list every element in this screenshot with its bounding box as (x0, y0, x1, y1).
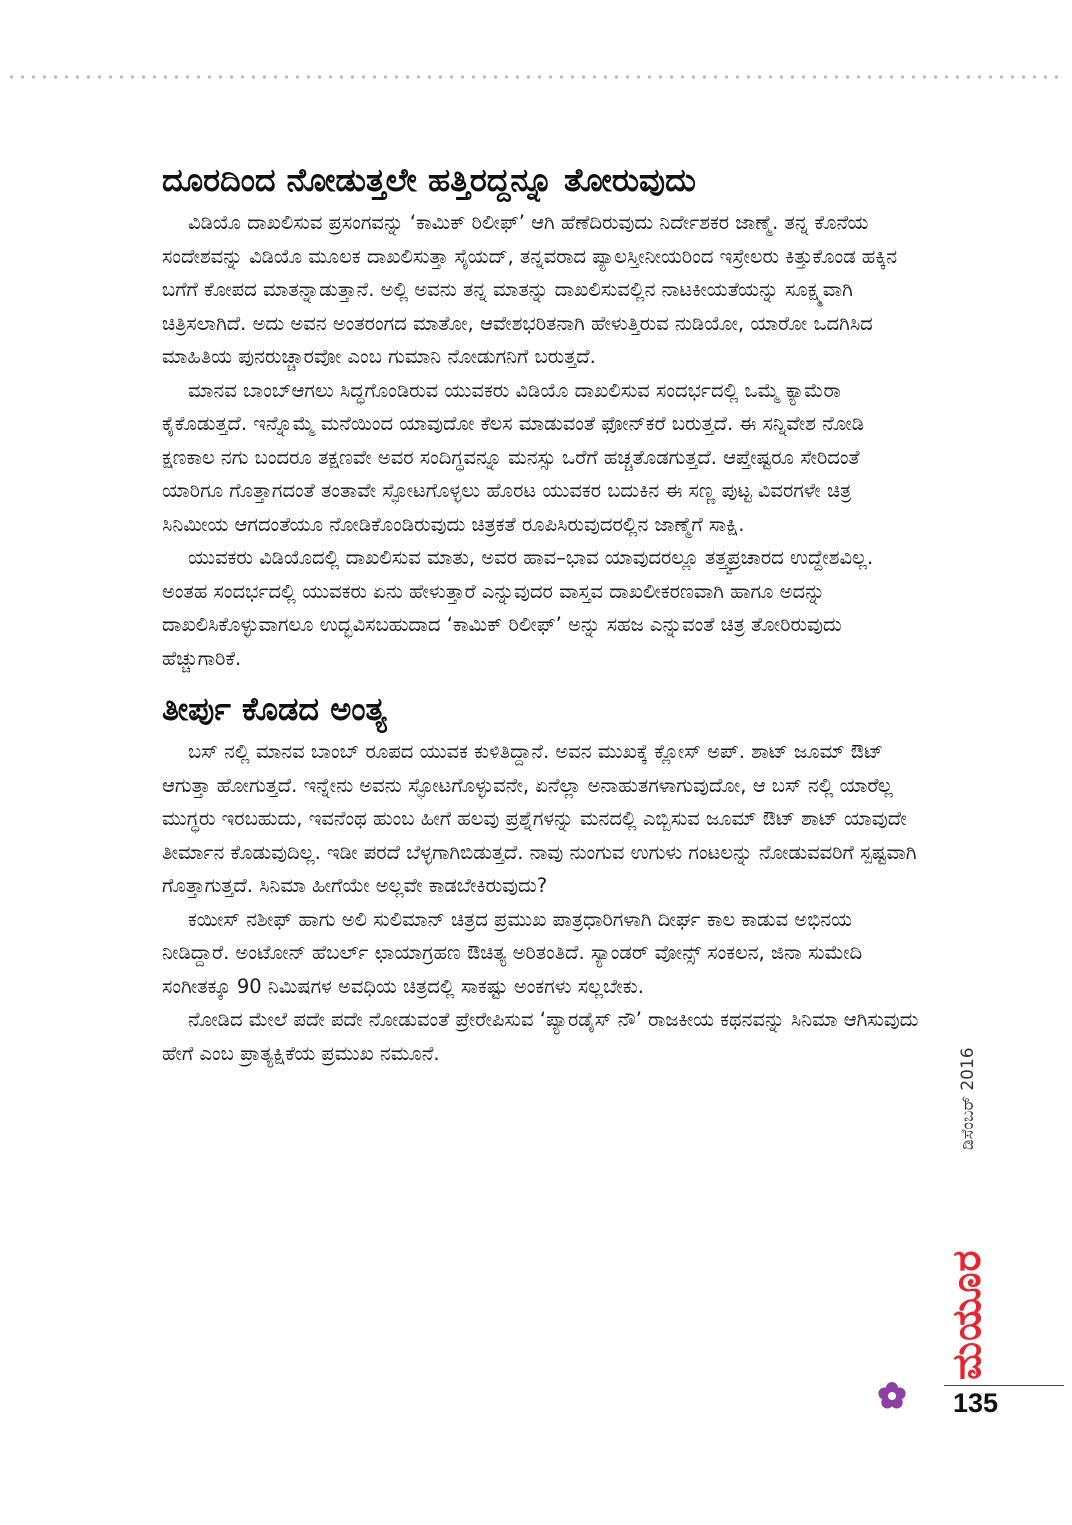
paragraph: ಯುವಕರು ವಿಡಿಯೊದಲ್ಲಿ ದಾಖಲಿಸುವ ಮಾತು, ಅವರ ಹಾವ–ಭಾವ ಯಾವುದರಲ್ಲೂ ತತ್ತ್ವಪ್ರಚಾರದ ಉದ್ದೇಶವಿಲ್ಲ. ಅಂತಹ ಸಂದರ್ಭದಲ್ಲಿ ಯುವಕರು ಏನು ಹೇಳುತ್ತಾರೆ ಎನ್ನುವುದರ ವಾಸ್ತವ ದಾಖಲೀಕರಣವಾಗಿ ಹಾಗೂ ಅದನ್ನು ದಾಖಲಿಸಿಕೊಳ್ಳುವಾಗಲೂ ಉದ್ಭವಿಸಬಹುದಾದ ‘ಕಾಮಿಕ್ ರಿಲೀಫ್’ ಅನ್ನು ಸಹಜ ಎನ್ನುವಂತೆ ಚಿತ್ರ ತೋರಿರುವುದು ಹೆಚ್ಚುಗಾರಿಕೆ. (162, 546, 874, 670)
footer-rule (944, 1385, 1064, 1386)
page-number: 135 (953, 1388, 999, 1418)
section-heading: ತೀರ್ಪು ಕೊಡದ ಅಂತ್ಯ (162, 690, 387, 728)
flower-icon (876, 1380, 908, 1412)
issue-date: ಡಿಸೆಂಬರ್ 2016 (958, 1047, 978, 1150)
paragraph: ವಿಡಿಯೊ ದಾಖಲಿಸುವ ಪ್ರಸಂಗವನ್ನು ‘ಕಾಮಿಕ್ ರಿಲೀಫ್’ ಆಗಿ ಹೆಣೆದಿರುವುದು ನಿರ್ದೇಶಕರ ಜಾಣ್ಮೆ. ತನ್ನ ಕೊನೆಯ ಸಂದೇಶವನ್ನು ವಿಡಿಯೊ ಮೂಲಕ ದಾಖಲಿಸುತ್ತಾ ಸೈಯದ್, ತನ್ನವರಾದ ಪ್ಯಾಲಸ್ತೀನೀಯರಿಂದ ಇಸ್ರೇಲರು ಕಿತ್ತುಕೊಂಡ ಹಕ್ಕಿನ ಬಗೆಗೆ ಕೋಪದ ಮಾತನ್ನಾಡುತ್ತಾನೆ. ಅಲ್ಲಿ ಅವನು ತನ್ನ ಮಾತನ್ನು ದಾಖಲಿಸುವಲ್ಲಿನ ನಾಟಕೀಯತೆಯನ್ನು ಸೂಕ್ಷ್ಮವಾಗಿ ಚಿತ್ರಿಸಲಾಗಿದೆ. ಅದು ಅವನ ಅಂತರಂಗದ ಮಾತೋ, ಆವೇಶಭರಿತನಾಗಿ ಹೇಳುತ್ತಿರುವ ನುಡಿಯೋ, ಯಾರೋ ಒದಗಿಸಿದ ಮಾಹಿತಿಯ ಪುನರುಚ್ಚಾರವೋ ಎಂಬ ಗುಮಾನಿ ನೋಡುಗನಿಗೆ ಬರುತ್ತದೆ. (162, 211, 898, 368)
magazine-logo: ಮಯೂರ (944, 1249, 990, 1380)
paragraph: ಮಾನವ ಬಾಂಬ್‌ಆಗಲು ಸಿದ್ಧಗೊಂಡಿರುವ ಯುವಕರು ವಿಡಿಯೊ ದಾಖಲಿಸುವ ಸಂದರ್ಭದಲ್ಲಿ ಒಮ್ಮೆ ಕ್ಯಾಮೆರಾ ಕೈಕೊಡುತ್ತದೆ. ಇನ್ನೊಮ್ಮೆ ಮನೆಯಿಂದ ಯಾವುದೋ ಕೆಲಸ ಮಾಡುವಂತೆ ಫೋನ್‌ಕರೆ ಬರುತ್ತದೆ. ಈ ಸನ್ನಿವೇಶ ನೋಡಿ ಕ್ಷಣಕಾಲ ನಗು ಬಂದರೂ ತಕ್ಷಣವೇ ಅವರ ಸಂದಿಗ್ಧವನ್ನೂ ಮನಸ್ಸು ಒರೆಗೆ ಹಚ್ಚತೊಡಗುತ್ತದೆ. ಆಪ್ತೇಷ್ಟರೂ ಸೇರಿದಂತೆ ಯಾರಿಗೂ ಗೊತ್ತಾಗದಂತೆ ತಂತಾವೇ ಸ್ಫೋಟಗೊಳ್ಳಲು ಹೊರಟ ಯುವಕರ ಬದುಕಿನ ಈ ಸಣ್ಣ ಪುಟ್ಟ ವಿವರಗಳೇ ಚಿತ್ರ ಸಿನಿಮೀಯ ಆಗದಂತೆಯೂ ನೋಡಿಕೊಂಡಿರುವುದು ಚಿತ್ರಕತೆ ರೂಪಿಸಿರುವುದರಲ್ಲಿನ ಜಾಣ್ಮೆಗೆ ಸಾಕ್ಷಿ. (162, 378, 865, 536)
top-dotted-rule (6, 74, 1066, 80)
paragraph: ನೋಡಿದ ಮೇಲೆ ಪದೇ ಪದೇ ನೋಡುವಂತೆ ಪ್ರೇರೇಪಿಸುವ ‘ಪ್ಯಾರಡೈಸ್ ನೌ’ ರಾಜಕೀಯ ಕಥನವನ್ನು ಸಿನಿಮಾ ಆಗಿಸುವುದು ಹೇಗೆ ಎಂಬ ಪ್ರಾತ್ಯಕ್ಷಿಕೆಯ ಪ್ರಮುಖ ನಮೂನೆ. (162, 1008, 919, 1065)
article-body (162, 158, 922, 1070)
paragraph: ಬಸ್ ನಲ್ಲಿ ಮಾನವ ಬಾಂಬ್ ರೂಪದ ಯುವಕ ಕುಳಿತಿದ್ದಾನೆ. ಅವನ ಮುಖಕ್ಕೆ ಕ್ಲೋಸ್ ಅಪ್. ಶಾಟ್ ಜೂಮ್ ಔಟ್ ಆಗುತ್ತಾ ಹೋಗುತ್ತದೆ. ಇನ್ನೇನು ಅವನು ಸ್ಫೋಟಗೊಳ್ಳುವನೇ, ಏನೆಲ್ಲಾ ಅನಾಹುತಗಳಾಗುವುದೋ, ಆ ಬಸ್ ನಲ್ಲಿ ಯಾರೆಲ್ಲ ಮುಗ್ಧರು ಇರಬಹುದು, ಇವನೆಂಥ ಹುಂಬ ಹೀಗೆ ಹಲವು ಪ್ರಶ್ನೆಗಳನ್ನು ಮನದಲ್ಲಿ ಎಬ್ಬಿಸುವ ಜೂಮ್ ಔಟ್ ಶಾಟ್ ಯಾವುದೇ ತೀರ್ಮಾನ ಕೊಡುವುದಿಲ್ಲ. ಇಡೀ ಪರದೆ ಬೆಳ್ಳಗಾಗಿಬಿಡುತ್ತದೆ. ನಾವು ನುಂಗುವ ಉಗುಳು ಗಂಟಲನ್ನು ನೋಡುವವರಿಗೆ ಸ್ಪಷ್ಟವಾಗಿ ಗೊತ್ತಾಗುತ್ತದೆ. ಸಿನಿಮಾ ಹೀಗೆಯೇ ಅಲ್ಲವೇ ಕಾಡಬೇಕಿರುವುದು? (162, 740, 917, 897)
paragraph: ಕಯೀಸ್ ನಶೀಫ್ ಹಾಗು ಅಲಿ ಸುಲಿಮಾನ್ ಚಿತ್ರದ ಪ್ರಮುಖ ಪಾತ್ರಧಾರಿಗಳಾಗಿ ದೀರ್ಘ ಕಾಲ ಕಾಡುವ ಅಭಿನಯ ನೀಡಿದ್ದಾರೆ. ಅಂಟೋನ್ ಹೆಬರ್ಲ್ ಛಾಯಾಗ್ರಹಣ ಔಚಿತ್ಯ ಅರಿತಂತಿದೆ. ಸ್ಯಾಂಡರ್ ವೋನ್ಸ್ ಸಂಕಲನ, ಜಿನಾ ಸುಮೇದಿ ಸಂಗೀತಕ್ಕೂ 90 ನಿಮಿಷಗಳ ಅವಧಿಯ ಚಿತ್ರದಲ್ಲಿ ಸಾಕಷ್ಟು ಅಂಕಗಳು ಸಲ್ಲಬೇಕು. (162, 907, 863, 998)
section-heading: ದೂರದಿಂದ ನೋಡುತ್ತಲೇ ಹತ್ತಿರದ್ದನ್ನೂ ತೋರುವುದು (162, 161, 696, 199)
